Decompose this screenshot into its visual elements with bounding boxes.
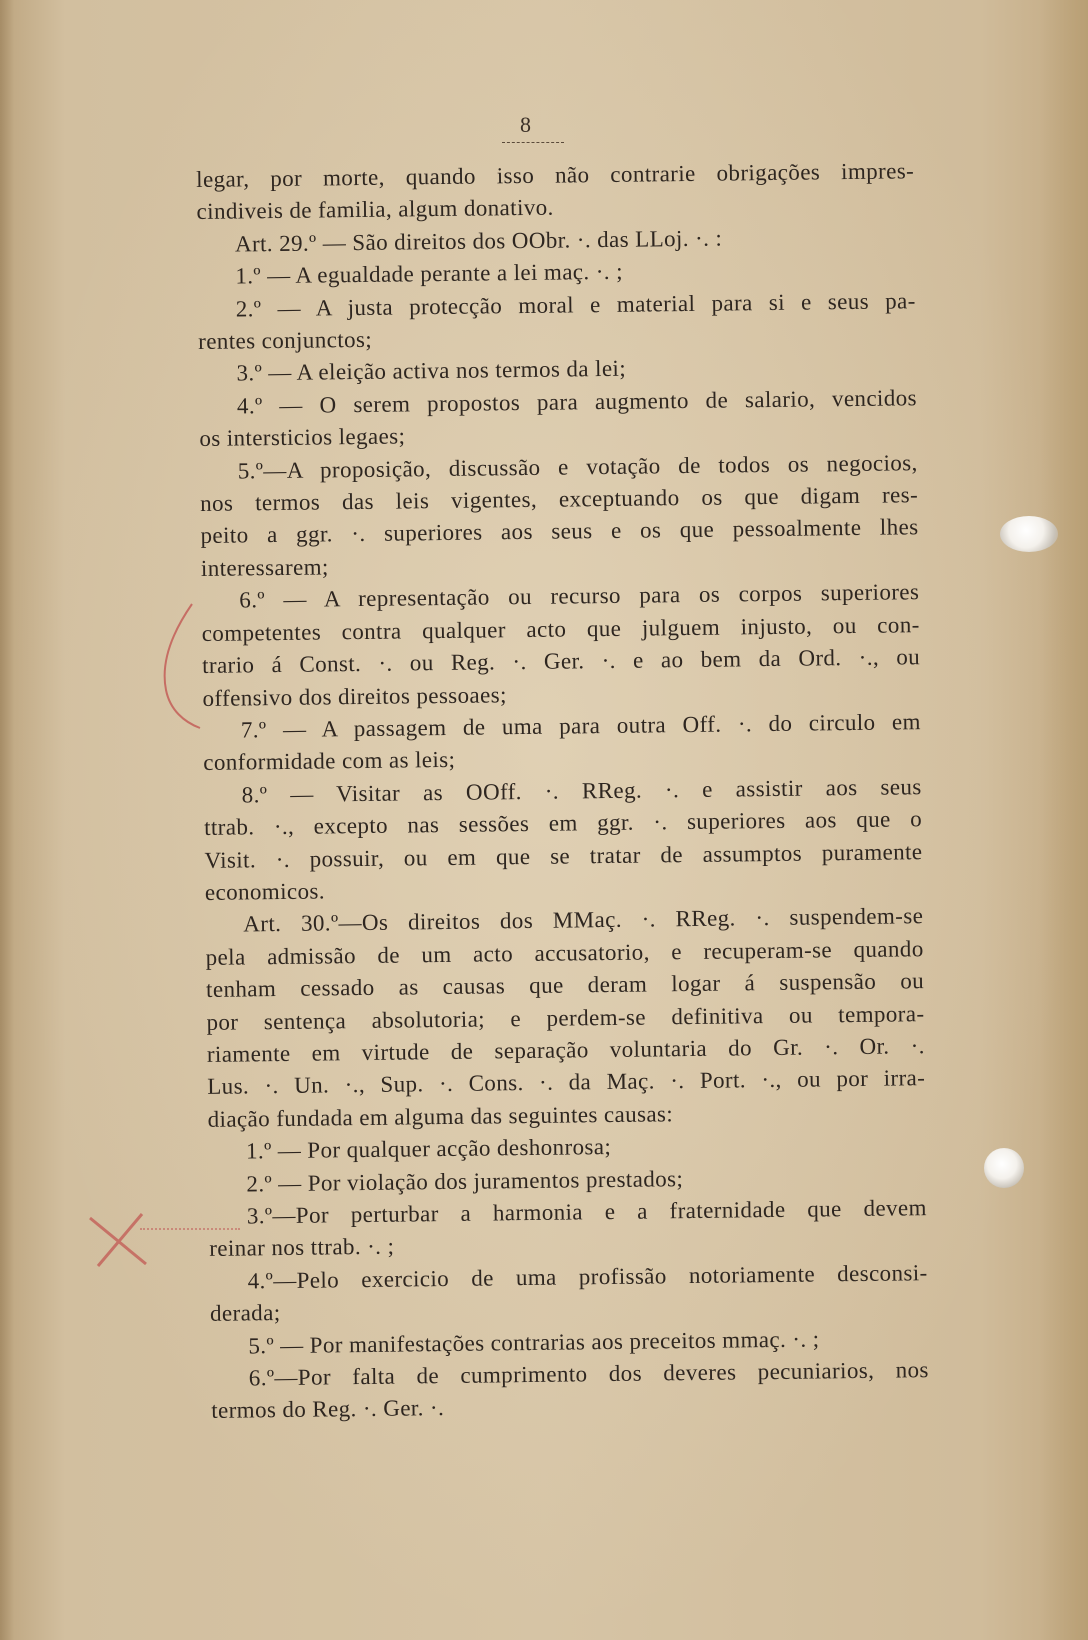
text-line: competentes contra qualquer acto que julguem injusto, ou con- [201,611,920,646]
text-line: termos do Reg. ·. Ger. ·. [211,1395,445,1424]
text-line: reinar nos ttrab. ·. ; [209,1234,395,1262]
text-line: pela admissão de um acto accusatorio, e recuperam-se quando [205,935,924,970]
red-pencil-cross-mark [84,1210,154,1270]
text-line: Art. 30.º—Os direitos dos MMaç. ·. RReg. ·. suspendem-se [243,903,924,937]
text-line: 3.º — A eleição activa nos termos da lei; [236,356,627,386]
text-line: cindiveis de familia, algum donativo. [196,195,554,225]
text-line: trario á Const. ·. ou Reg. ·. Ger. ·. e ao bem da Ord. ·., ou [201,644,921,679]
text-line: riamente em virtude de separação voluntaria do Gr. ·. Or. ·. [206,1033,925,1067]
text-line: Art. 29.º — São direitos dos OObr. ·. das LLoj. ·. : [234,225,723,257]
text-line: Visit. ·. possuir, ou em que se tratar de assumptos puramente [204,838,923,873]
text-line: nos termos das leis vigentes, exceptuando os que digam res- [199,482,919,517]
text-line: Lus. ·. Un. ·., Sup. ·. Cons. ·. da Maç. ·. Port. ·., ou por irra- [207,1065,926,1100]
text-line: 5.º — Por manifestações contrarias aos preceitos mmaç. ·. ; [248,1326,820,1359]
text-line: 3.º—Por perturbar a harmonia e a fraternidade que devem [246,1195,927,1229]
text-line: 2.º — Por violação dos juramentos prestados; [246,1165,684,1197]
text-line: tenham cessado as causas que deram logar á suspensão ou [205,968,925,1003]
page-number-rule [502,142,564,143]
text-line: interessarem; [200,554,329,581]
text-line: rentes conjunctos; [198,326,373,355]
text-line: legar, por morte, quando isso não contrarie obrigações impres- [196,158,915,192]
binding-hole-top [1000,516,1058,552]
text-line: ttrab. ·., excepto nas sessões em ggr. ·. superiores aos que o [203,806,923,841]
text-line: por sentença absolutoria; e perdem-se definitiva ou tempora- [206,1000,925,1035]
body-text [196,155,929,1428]
text-line: 4.º—Pelo exercicio de uma profissão notoriamente desconsi- [247,1259,928,1294]
red-pencil-bracket-mark [150,600,210,730]
text-line: 6.º—Por falta de cumprimento dos deveres pecuniarios, nos [248,1357,929,1391]
page-left-edge [0,0,14,1640]
red-pencil-dotted-line [140,1228,240,1238]
text-line: 2.º — A justa protecção moral e material para si e seus pa- [235,287,916,322]
text-line: 4.º — O serem propostos para augmento de salario, vencidos [236,385,918,419]
text-line: 6.º — A representação ou recurso para os corpos superiores [239,579,920,613]
text-line: economicos. [204,878,326,905]
text-line: peito a ggr. ·. superiores aos seus e os que pessoalmente lhes [200,514,919,549]
text-line: 1.º — A egualdade perante a lei maç. ·. ; [235,259,624,289]
text-line: offensivo dos direitos pessoaes; [202,681,507,711]
text-line: os intersticios legaes; [199,423,406,452]
text-line: 5.º—A proposição, discussão e votação de todos os negocios, [237,449,918,484]
text-line: 1.º — Por qualquer acção deshonrosa; [245,1134,612,1164]
page-number: 8 [520,112,531,137]
text-line: conformidade com as leis; [203,747,456,776]
binding-hole-bottom [984,1148,1024,1188]
text-line: derada; [209,1300,281,1327]
text-line: diação fundada em alguma das seguintes causas: [207,1101,674,1132]
page-right-edge [1040,0,1088,1640]
text-line: 8.º — Visitar as OOff. ·. RReg. ·. e assistir aos seus [241,773,922,808]
text-line: 7.º — A passagem de uma para outra Off. ·. do circulo em [240,709,922,743]
